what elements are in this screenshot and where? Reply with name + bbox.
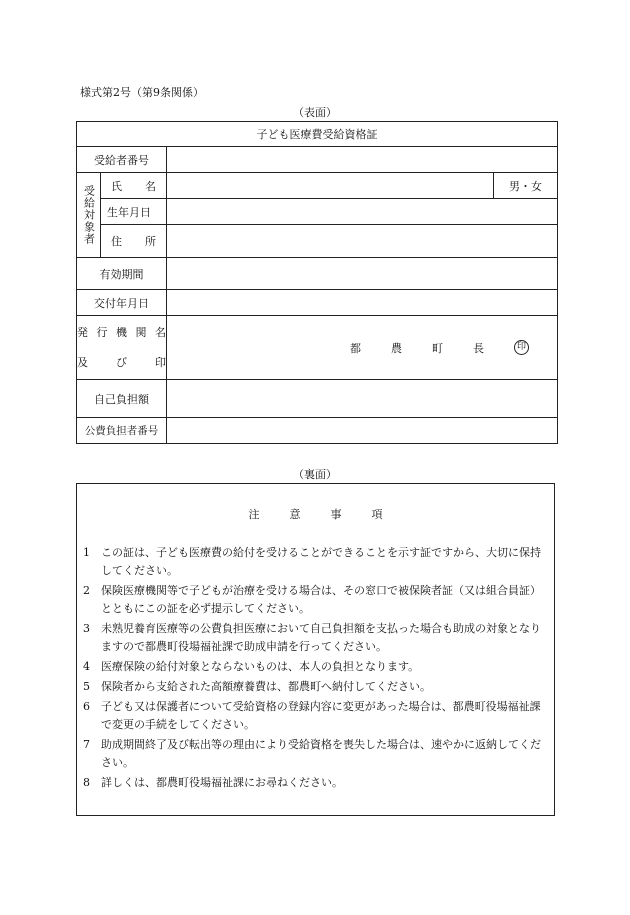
certificate-back-box [76,483,555,816]
mayor-char: 農 [391,341,402,355]
valid-period-value [167,258,558,290]
issue-date-label: 交付年月日 [77,290,167,316]
issuer-label: 発 行 機 関 名 及 び 印 [77,316,167,380]
gender-field: 男・女 [494,173,558,199]
name-value [167,173,494,199]
front-side-label: （表面） [293,106,337,119]
recipient-number-label: 受給者番号 [77,147,167,173]
list-item: 2 保険医療機関等で子どもが治療を受ける場合は、その窓口で被保険者証（又は組合員証）とともにこの証を必ず提示してください。 [83,584,541,615]
target-person-label: 受給対象者 [77,173,101,258]
birthdate-value [167,199,558,225]
public-payer-number-label: 公費負担者番号 [77,418,167,444]
mayor-char: 町 [432,341,443,355]
name-label: 氏 名 [101,173,167,199]
list-item: 3 未熟児養育医療等の公費負担医療において自己負担額を支払った場合も助成の対象となりますので都農町役場福祉課で助成申請を行ってください。 [83,622,541,653]
certificate-front-table [76,121,558,444]
list-item: 7 助成期間終了及び転出等の理由により受給資格を喪失した場合は、速やかに返納してください。 [83,738,541,769]
back-side-label: （裏面） [293,468,337,481]
mayor-char: 都 [350,341,361,355]
mayor-char: 長 [473,341,484,355]
certificate-title: 子ども医療費受給資格証 [77,122,558,147]
notes-list [77,544,554,792]
birthdate-label: 生年月日 [101,199,167,225]
list-item: 6 子ども又は保護者について受給資格の登録内容に変更があった場合は、都農町役場福祉課で変更の手続をしてください。 [83,700,541,731]
form-number: 様式第2号（第9条関係） [80,86,204,99]
list-item: 4 医療保険の給付対象とならないものは、本人の負担となります。 [83,660,420,673]
valid-period-label: 有効期間 [77,258,167,290]
address-label: 住 所 [101,225,167,258]
list-item: 8 詳しくは、都農町役場福祉課にお尋ねください。 [83,776,343,789]
issuer-value [167,316,558,380]
public-payer-number-value [167,418,558,444]
seal-icon: 印 [514,340,529,355]
list-item: 5 保険者から支給された高額療養費は、都農町へ納付してください。 [83,680,431,693]
list-item: 1 この証は、子ども医療費の給付を受けることができることを示す証ですから、大切に保持してください。 [83,546,541,577]
copayment-value [167,380,558,418]
copayment-label: 自己負担額 [77,380,167,418]
issue-date-value [167,290,558,316]
notes-title: 注 意 事 項 [248,508,383,521]
address-value [167,225,558,258]
recipient-number-value [167,147,558,173]
